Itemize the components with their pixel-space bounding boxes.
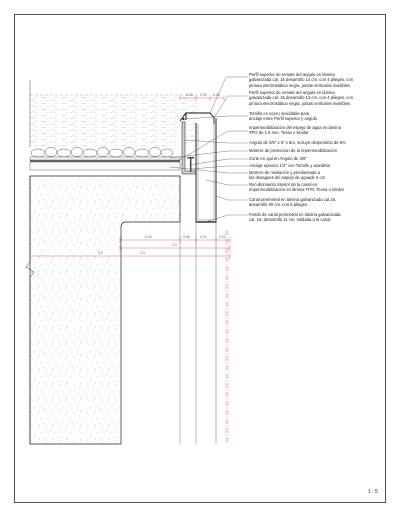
dim-lower-2: 0.3 [140, 251, 145, 255]
scale-label: 1 : 5 [368, 489, 378, 495]
dim-bottom: 0.5 [98, 251, 103, 255]
anchor-bolt [190, 158, 191, 172]
dim-mid-1: 0.15 [145, 235, 152, 239]
note-protection-mortar: Mortero de proteccion de la impermeabilización [249, 148, 337, 153]
note-stainless-screw: Tornillo en acero inoxidable para anclaje entre Perfil superior y angulo [249, 111, 317, 122]
note-steel-angle: Angulo de 3/8" x 6" x 6m, incluye desperdicio de 5% [249, 140, 346, 145]
dim-mid-3: 0.10 [200, 235, 207, 239]
note-coping-profile-2: Perfil superior de remate del angulo en lámina galvanizada cal. 16 desarrollo 14 cm. con 4 plieges, con pintura electrostática negra, juntas verticales invisibles [249, 90, 354, 106]
leveling-mortar [30, 162, 180, 170]
dim-mid-2: 0.06 [183, 235, 190, 239]
note-tpo-waterproofing: Impermeabilización del espejo de agua en lámina TPO de 1.5 mm, Texsa o similar [249, 125, 341, 136]
note-perimeter-channel: Canal perimetral en lámina galvanizada cal.16, desarrollo 90 cm. con 6 plieges [249, 197, 337, 208]
dim-top-1: 0.03 [186, 93, 193, 97]
note-leveling-mortar: Mortero de nivelación y pendientado a los desagues del espejo de aguade 5 cm [249, 170, 326, 181]
water-mirror [30, 95, 200, 147]
concrete-slab [30, 176, 180, 444]
note-epoxy-anchor: Anclaje epoxico 1/2" con Tornillo y arandela [249, 163, 330, 168]
protection-mortar [30, 157, 180, 160]
pebble-layer [31, 148, 173, 158]
note-angle-slot: Corte en ojal en Angulo de 3/8" [249, 156, 307, 161]
note-channel-lining: Recubrimiento interior de la canal en Impermeabilización en lámina TPO, Texsa o similar [249, 182, 345, 193]
dim-lower-1: 0.3 [172, 243, 177, 247]
anchor-washer [188, 157, 195, 159]
dim-mid-4: 0.02 [219, 235, 226, 239]
dim-top-2: 0.05 [200, 93, 207, 97]
dim-top-3: 0.05 [213, 93, 220, 97]
note-coping-profile: Perfil superior de remate del angulo en lámina galvanizada cal. 16 desarrollo 14 cm. con 4 plieges, con pintura electrostática negra, juntas verticales invisibles [249, 72, 354, 88]
note-channel-bottom: Fondo de canal perimetral en lámina galvanizada cal. 16, desarrollo 11 cm, soldada a la canal [249, 212, 341, 223]
